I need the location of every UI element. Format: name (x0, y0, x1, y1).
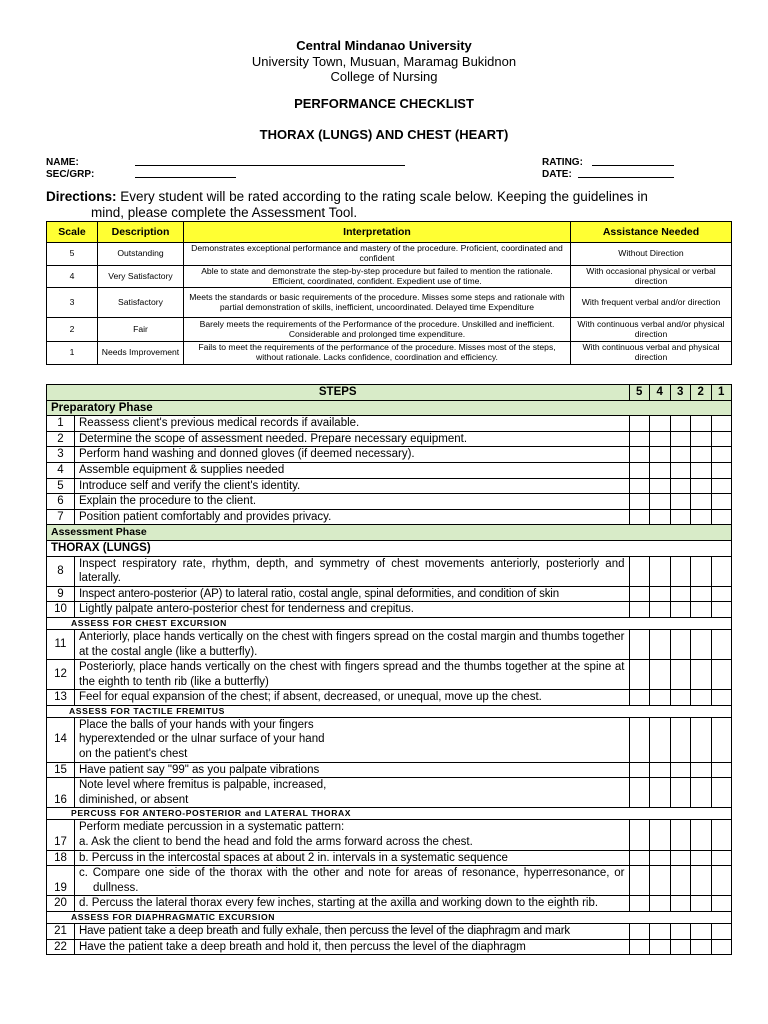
check-cell-3[interactable] (670, 629, 691, 659)
step-number: 5 (47, 478, 75, 494)
step-row (47, 866, 732, 896)
step-number: 6 (47, 494, 75, 510)
step-text: Position patient comfortably and provides privacy. (75, 509, 630, 525)
university-name: Central Mindanao University (296, 38, 472, 53)
steps-table (46, 384, 732, 955)
check-cell-1[interactable] (711, 447, 732, 463)
check-cell-5[interactable] (629, 416, 650, 432)
step-number: 9 (47, 586, 75, 602)
step-number: 20 (47, 896, 75, 912)
check-cell-1[interactable] (711, 717, 732, 762)
step-text-line: Note level where fremitus is palpable, increased, (79, 779, 327, 792)
preparatory-phase-label: Preparatory Phase (47, 400, 732, 416)
step-number: 15 (47, 762, 75, 778)
check-cell-3[interactable] (670, 660, 691, 690)
step-number: 17 (47, 820, 75, 850)
check-cell-2[interactable] (691, 629, 712, 659)
rating-col-5: 5 (629, 385, 650, 401)
rating-col-1: 1 (711, 385, 732, 401)
step-text-line: hyperextended or the ulnar surface of your hand (79, 733, 325, 746)
scale-interpretation: Demonstrates exceptional performance and mastery of the procedure. Proficient, coordinated and confident (184, 243, 571, 266)
step-number: 12 (47, 660, 75, 690)
scale-value: 3 (47, 288, 98, 318)
scale-value: 4 (47, 266, 98, 288)
check-cell-1[interactable] (711, 556, 732, 586)
step-number: 16 (47, 778, 75, 808)
check-cell-3[interactable] (670, 896, 691, 912)
check-cell-2[interactable] (691, 717, 712, 762)
check-cell-3[interactable] (670, 494, 691, 510)
check-cell-4[interactable] (650, 660, 671, 690)
scale-value: 5 (47, 243, 98, 266)
check-cell-1[interactable] (711, 660, 732, 690)
step-text: Have patient say "99" as you palpate vibrations (75, 762, 630, 778)
check-cell-3[interactable] (670, 431, 691, 447)
check-cell-2[interactable] (691, 462, 712, 478)
college-name: College of Nursing (330, 69, 438, 84)
step-text (75, 896, 630, 912)
check-cell-4[interactable] (650, 602, 671, 618)
scale-row (47, 288, 732, 318)
check-cell-1[interactable] (711, 509, 732, 525)
check-cell-4[interactable] (650, 717, 671, 762)
step-number: 8 (47, 556, 75, 586)
assistance-header: Assistance Needed (571, 222, 732, 243)
directions (46, 189, 736, 221)
step-text-line: c. Compare one side of the thorax with the other and note for areas of resonance, hyperresonance, or dullness. (79, 867, 625, 894)
step-row (47, 602, 732, 618)
scale-row (47, 318, 732, 342)
check-cell-3[interactable] (670, 866, 691, 896)
step-text: Have patient take a deep breath and fully exhale, then percuss the level of the diaphragm and mark (75, 924, 630, 940)
check-cell-5[interactable] (629, 586, 650, 602)
step-text: Reassess client's previous medical records if available. (75, 416, 630, 432)
step-number: 4 (47, 462, 75, 478)
scale-interpretation: Meets the standards or basic requirements of the procedure. Misses some steps and rationale with partial demonstration of skills, inefficient, uncoordinated. Delayed time Expenditure (184, 288, 571, 318)
check-cell-4[interactable] (650, 896, 671, 912)
check-cell-2[interactable] (691, 850, 712, 866)
check-cell-2[interactable] (691, 478, 712, 494)
scale-value: 2 (47, 318, 98, 342)
check-cell-4[interactable] (650, 556, 671, 586)
check-cell-4[interactable] (650, 462, 671, 478)
check-cell-2[interactable] (691, 896, 712, 912)
check-cell-1[interactable] (711, 494, 732, 510)
step-number: 11 (47, 629, 75, 659)
step-row (47, 660, 732, 690)
check-cell-1[interactable] (711, 924, 732, 940)
assessment-phase-label: Assessment Phase (47, 525, 732, 541)
step-text: b. Percuss in the intercostal spaces at about 2 in. intervals in a systematic sequence (75, 850, 630, 866)
check-cell-5[interactable] (629, 509, 650, 525)
preparatory-phase-row (47, 400, 732, 416)
check-cell-1[interactable] (711, 602, 732, 618)
check-cell-5[interactable] (629, 820, 650, 850)
scale-interpretation: Fails to meet the requirements of the performance of the procedure. Misses most of the steps, without rationale. Lacks confidence, coordination and efficiency. (184, 342, 571, 365)
step-number: 13 (47, 690, 75, 706)
step-text: Anteriorly, place hands vertically on the chest with fingers spread on the costal margin and thumbs together at the costal angle (like a butterfly). (75, 629, 630, 659)
scale-description: Outstanding (98, 243, 184, 266)
check-cell-4[interactable] (650, 690, 671, 706)
step-row (47, 556, 732, 586)
check-cell-5[interactable] (629, 447, 650, 463)
university-address: University Town, Musuan, Maramag Bukidnon (251, 54, 517, 69)
scale-description: Fair (98, 318, 184, 342)
step-number: 3 (47, 447, 75, 463)
step-text: Determine the scope of assessment needed. Prepare necessary equipment. (75, 431, 630, 447)
step-row (47, 494, 732, 510)
step-text-line: d. Percuss the lateral thorax every few inches, starting at the axilla and working down to the eighth rib. (79, 897, 599, 910)
scale-assistance: With occasional physical or verbal direction (571, 266, 732, 288)
step-text: Inspect respiratory rate, rhythm, depth, and symmetry of chest movements anteriorly, posteriorly and laterally. (75, 556, 630, 586)
check-cell-5[interactable] (629, 762, 650, 778)
thorax-section-row (47, 540, 732, 556)
check-cell-5[interactable] (629, 660, 650, 690)
check-cell-5[interactable] (629, 690, 650, 706)
check-cell-4[interactable] (650, 924, 671, 940)
check-cell-1[interactable] (711, 850, 732, 866)
date-label: DATE: (542, 169, 572, 180)
step-row (47, 762, 732, 778)
check-cell-3[interactable] (670, 509, 691, 525)
subsection-row (47, 705, 732, 717)
check-cell-2[interactable] (691, 866, 712, 896)
check-cell-2[interactable] (691, 447, 712, 463)
rating-scale-table (46, 221, 732, 365)
step-text-line: on the patient's chest (79, 748, 188, 761)
check-cell-1[interactable] (711, 762, 732, 778)
check-cell-2[interactable] (691, 690, 712, 706)
step-text (75, 717, 630, 762)
check-cell-4[interactable] (650, 586, 671, 602)
check-cell-4[interactable] (650, 939, 671, 955)
check-cell-4[interactable] (650, 431, 671, 447)
subsection-chest-excursion: ASSESS FOR CHEST EXCURSION (47, 617, 732, 629)
name-label: NAME: (46, 157, 79, 168)
check-cell-4[interactable] (650, 778, 671, 808)
step-text: Posteriorly, place hands vertically on the chest with fingers spread and the thumbs together at the spine at the eighth to tenth rib (like a butterfly) (75, 660, 630, 690)
step-row (47, 690, 732, 706)
scale-description: Needs Improvement (98, 342, 184, 365)
step-text: Assemble equipment & supplies needed (75, 462, 630, 478)
interpretation-header: Interpretation (184, 222, 571, 243)
check-cell-1[interactable] (711, 629, 732, 659)
check-cell-2[interactable] (691, 778, 712, 808)
check-cell-3[interactable] (670, 556, 691, 586)
step-text: Have the patient take a deep breath and hold it, then percuss the level of the diaphragm (75, 939, 630, 955)
check-cell-4[interactable] (650, 820, 671, 850)
check-cell-4[interactable] (650, 850, 671, 866)
step-row (47, 939, 732, 955)
check-cell-5[interactable] (629, 850, 650, 866)
steps-header: STEPS (47, 385, 630, 401)
check-cell-4[interactable] (650, 494, 671, 510)
rating-field-line[interactable] (592, 156, 674, 166)
scale-header-row (47, 222, 732, 243)
check-cell-2[interactable] (691, 586, 712, 602)
check-cell-1[interactable] (711, 866, 732, 896)
check-cell-5[interactable] (629, 939, 650, 955)
check-cell-3[interactable] (670, 778, 691, 808)
check-cell-1[interactable] (711, 478, 732, 494)
date-field-line[interactable] (578, 168, 674, 178)
scale-row (47, 243, 732, 266)
check-cell-4[interactable] (650, 509, 671, 525)
check-cell-4[interactable] (650, 447, 671, 463)
rating-col-4: 4 (650, 385, 671, 401)
scale-assistance: Without Direction (571, 243, 732, 266)
check-cell-3[interactable] (670, 416, 691, 432)
step-number: 1 (47, 416, 75, 432)
step-text: Feel for equal expansion of the chest; if absent, decreased, or unequal, move up the chest. (75, 690, 630, 706)
assessment-phase-row (47, 525, 732, 541)
check-cell-5[interactable] (629, 629, 650, 659)
scale-assistance: With frequent verbal and/or direction (571, 288, 732, 318)
check-cell-5[interactable] (629, 556, 650, 586)
step-number: 22 (47, 939, 75, 955)
check-cell-3[interactable] (670, 690, 691, 706)
directions-line1: Every student will be rated according to the rating scale below. Keeping the guidelines in (120, 189, 648, 204)
check-cell-5[interactable] (629, 462, 650, 478)
document-subtitle: THORAX (LUNGS) AND CHEST (HEART) (259, 127, 509, 142)
check-cell-3[interactable] (670, 602, 691, 618)
check-cell-2[interactable] (691, 820, 712, 850)
check-cell-5[interactable] (629, 602, 650, 618)
check-cell-4[interactable] (650, 629, 671, 659)
check-cell-1[interactable] (711, 431, 732, 447)
scale-description: Very Satisfactory (98, 266, 184, 288)
steps-header-row (47, 385, 732, 401)
directions-label: Directions: (46, 189, 117, 204)
step-text (75, 866, 630, 896)
check-cell-1[interactable] (711, 820, 732, 850)
step-row (47, 509, 732, 525)
check-cell-3[interactable] (670, 924, 691, 940)
step-text: Perform hand washing and donned gloves (if deemed necessary). (75, 447, 630, 463)
check-cell-4[interactable] (650, 416, 671, 432)
step-row (47, 462, 732, 478)
sec-grp-label: SEC/GRP: (46, 169, 95, 180)
step-row (47, 717, 732, 762)
scale-assistance: With continuous verbal and/or physical direction (571, 318, 732, 342)
check-cell-1[interactable] (711, 416, 732, 432)
check-cell-2[interactable] (691, 509, 712, 525)
check-cell-3[interactable] (670, 447, 691, 463)
step-text-line: a. Ask the client to bend the head and fold the arms forward across the chest. (79, 836, 473, 849)
step-row (47, 896, 732, 912)
check-cell-2[interactable] (691, 494, 712, 510)
check-cell-3[interactable] (670, 462, 691, 478)
check-cell-4[interactable] (650, 866, 671, 896)
check-cell-5[interactable] (629, 924, 650, 940)
check-cell-3[interactable] (670, 586, 691, 602)
check-cell-3[interactable] (670, 850, 691, 866)
step-row (47, 629, 732, 659)
check-cell-1[interactable] (711, 778, 732, 808)
step-row (47, 778, 732, 808)
check-cell-2[interactable] (691, 762, 712, 778)
step-number: 2 (47, 431, 75, 447)
check-cell-3[interactable] (670, 762, 691, 778)
check-cell-1[interactable] (711, 586, 732, 602)
step-row (47, 850, 732, 866)
scale-interpretation: Able to state and demonstrate the step-by-step procedure but failed to mention the rationale. Efficient, coordinated, confident. Expedient use of time. (184, 266, 571, 288)
scale-row (47, 342, 732, 365)
subsection-diaphragm: ASSESS FOR DIAPHRAGMATIC EXCURSION (47, 912, 732, 924)
step-text (75, 820, 630, 850)
step-number: 10 (47, 602, 75, 618)
check-cell-3[interactable] (670, 820, 691, 850)
step-text: Explain the procedure to the client. (75, 494, 630, 510)
sec-grp-field-line[interactable] (135, 168, 236, 178)
step-number: 14 (47, 717, 75, 762)
check-cell-1[interactable] (711, 690, 732, 706)
step-row (47, 447, 732, 463)
check-cell-3[interactable] (670, 717, 691, 762)
subsection-row (47, 617, 732, 629)
step-row (47, 431, 732, 447)
scale-assistance: With continuous verbal and physical direction (571, 342, 732, 365)
rating-col-2: 2 (691, 385, 712, 401)
step-text: Introduce self and verify the client's identity. (75, 478, 630, 494)
directions-line2: mind, please complete the Assessment Tool. (91, 205, 358, 220)
step-row (47, 416, 732, 432)
step-text: Lightly palpate antero-posterior chest for tenderness and crepitus. (75, 602, 630, 618)
check-cell-5[interactable] (629, 478, 650, 494)
check-cell-1[interactable] (711, 462, 732, 478)
step-number: 19 (47, 866, 75, 896)
check-cell-3[interactable] (670, 939, 691, 955)
scale-header: Scale (47, 222, 98, 243)
check-cell-2[interactable] (691, 431, 712, 447)
subsection-tactile-fremitus: ASSESS FOR TACTILE FREMITUS (47, 705, 732, 717)
subsection-row (47, 808, 732, 820)
check-cell-3[interactable] (670, 478, 691, 494)
check-cell-5[interactable] (629, 866, 650, 896)
description-header: Description (98, 222, 184, 243)
scale-description: Satisfactory (98, 288, 184, 318)
step-row (47, 820, 732, 850)
step-row (47, 924, 732, 940)
step-number: 18 (47, 850, 75, 866)
step-row (47, 586, 732, 602)
subsection-row (47, 912, 732, 924)
scale-row (47, 266, 732, 288)
check-cell-2[interactable] (691, 416, 712, 432)
check-cell-2[interactable] (691, 556, 712, 586)
name-field-line[interactable] (135, 156, 405, 166)
step-text: Inspect antero-posterior (AP) to lateral ratio, costal angle, spinal deformities, and condition of skin (75, 586, 630, 602)
scale-interpretation: Barely meets the requirements of the Performance of the procedure. Unskilled and inefficient. Considerable and prolonged time expenditure. (184, 318, 571, 342)
check-cell-5[interactable] (629, 896, 650, 912)
check-cell-1[interactable] (711, 896, 732, 912)
check-cell-2[interactable] (691, 602, 712, 618)
step-text (75, 778, 630, 808)
thorax-section-label: THORAX (LUNGS) (47, 540, 732, 556)
check-cell-1[interactable] (711, 939, 732, 955)
subsection-percuss: PERCUSS FOR ANTERO-POSTERIOR and LATERAL THORAX (47, 808, 732, 820)
step-text-line: Place the balls of your hands with your fingers (79, 718, 314, 731)
scale-value: 1 (47, 342, 98, 365)
step-row (47, 478, 732, 494)
step-number: 21 (47, 924, 75, 940)
rating-col-3: 3 (670, 385, 691, 401)
check-cell-4[interactable] (650, 478, 671, 494)
check-cell-4[interactable] (650, 762, 671, 778)
step-text-line: diminished, or absent (79, 793, 189, 806)
check-cell-5[interactable] (629, 431, 650, 447)
rating-label: RATING: (542, 157, 583, 168)
step-intro: Perform mediate percussion in a systematic pattern: (79, 821, 345, 834)
check-cell-5[interactable] (629, 494, 650, 510)
check-cell-2[interactable] (691, 939, 712, 955)
document-title: PERFORMANCE CHECKLIST (294, 96, 474, 111)
check-cell-5[interactable] (629, 717, 650, 762)
check-cell-2[interactable] (691, 924, 712, 940)
step-number: 7 (47, 509, 75, 525)
check-cell-2[interactable] (691, 660, 712, 690)
check-cell-5[interactable] (629, 778, 650, 808)
